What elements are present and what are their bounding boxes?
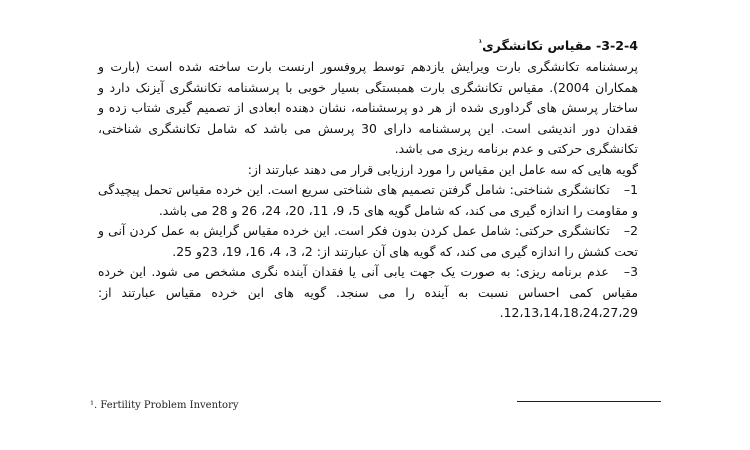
list-item xyxy=(98,262,638,324)
lead-paragraph: گویه هایی که سه عامل این مقیاس را مورد ارزیابی قرار می دهند عبارتند از: xyxy=(247,161,638,177)
footnote-separator xyxy=(517,401,661,402)
list-item xyxy=(98,180,638,221)
footnote-mark: ¹. xyxy=(90,400,98,411)
section-number: 3-2-4- xyxy=(596,38,638,53)
list-item-number: 1– xyxy=(623,182,638,197)
intro-paragraph: پرسشنامه تکانشگری بارت ویرایش یازدهم توسط پروفسور ارنست بارت ساخته شده است (بارت و همکاران 2004). مقیاس تکانشگری بارت همبستگی بسیار خوبی با پرسشنامه تکانشگری آیزنک دارد و ساختار پرسش های گرداوری شده از هر دو پرسشنامه، نشان دهنده ابعادی از تصمیم گیری شتاب زده و فقدان دور اندیشی است. این پرسشنامه دارای 30 پرسش می باشد که شامل تکانشگری شناختی، تکانشگری حرکتی و عدم برنامه ریزی می باشد. xyxy=(98,59,639,156)
footnote-reference: ¹ xyxy=(478,37,483,47)
footnote xyxy=(90,400,239,411)
section-heading xyxy=(98,36,638,56)
footnote-text: Fertility Problem Inventory xyxy=(100,400,239,411)
list-item-text: تکانشگری شناختی: شامل گرفتن تصمیم های شناختی سریع است. این خرده مقیاس تحمل پیچیدگی و مقاومت را اندازه گیری می کند، که شامل گویه های 5، 9، 11، 20، 24، 26 و 28 می باشد. xyxy=(98,182,638,218)
section-title: مقیاس تکانشگری xyxy=(482,38,592,53)
list-item-text: عدم برنامه ریزی: به صورت یک جهت یابی آنی یا فقدان آینده نگری مشخص می شود. این خرده مقیاس کمی احساس نسبت به آینده را می سنجد. گویه های این خرده مقیاس عبارتند از: 12،13،14،18،24،27،29. xyxy=(98,264,638,320)
list-item-number: 3– xyxy=(623,264,638,279)
list-item-number: 2– xyxy=(623,223,638,238)
list-item xyxy=(98,221,638,262)
document-body xyxy=(98,36,638,324)
list-item-text: تکانشگری حرکتی: شامل عمل کردن بدون فکر است. این خرده مقیاس گرایش به عمل کردن آنی و تحت کشش را اندازه گیری می کند، که گویه های آن عبارتند از: 2، 3، 4، 16، 19، 23و 25. xyxy=(98,223,638,259)
